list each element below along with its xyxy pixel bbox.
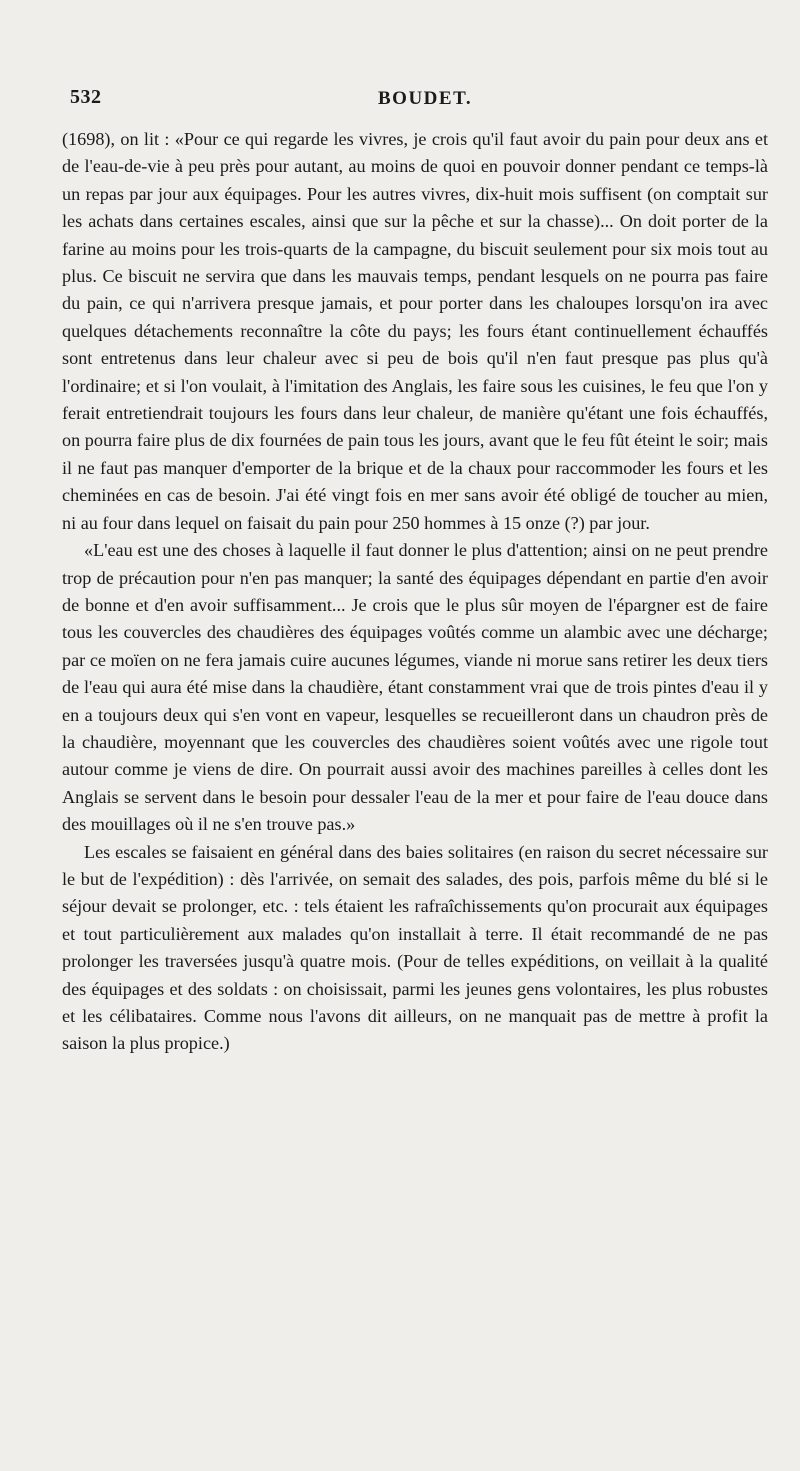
- page-header: [70, 86, 770, 120]
- paragraph-quote-vivres: (1698), on lit : «Pour ce qui regarde les vivres, je crois qu'il faut avoir du pain pour deux ans et de l'eau-de-vie à peu près pour autant, au moins de quoi en pouvoir donner pendant ce temps-là un repas par jour aux équipages. Pour les autres vivres, dix-huit mois suffisent (on comptait sur les achats dans certaines escales, ainsi que sur la pêche et sur la chasse)... On doit porter de la farine au moins pour les trois-quarts de la campagne, du biscuit seulement pour six mois tout au plus. Ce biscuit ne servira que dans les mauvais temps, pendant lesquels on ne pourra pas faire du pain, ce qui n'arrivera presque jamais, et pour porter dans les chaloupes lorsqu'on ira avec quelques détachements reconnaître la côte du pays; les fours étant continuellement échauffés sont entretenus dans leur chaleur avec si peu de bois qu'il n'en faut presque pas plus qu'à l'ordinaire; et si l'on voulait, à l'imitation des Anglais, les faire sous les cuisines, le feu que l'on y ferait entretiendrait toujours les fours dans leur chaleur, de manière qu'étant une fois échauffés, on pourra faire plus de dix fournées de pain tous les jours, avant que le feu fût éteint le soir; mais il ne faut pas manquer d'emporter de la brique et de la chaux pour raccommoder les fours et les cheminées en cas de besoin. J'ai été vingt fois en mer sans avoir été obligé de toucher au mien, ni au four dans lequel on faisait du pain pour 250 hommes à 15 onze (?) par jour.: [62, 129, 768, 533]
- running-head: BOUDET.: [378, 88, 473, 109]
- paragraph-escales: Les escales se faisaient en général dans des baies solitaires (en raison du secret nécessaire sur le but de l'expédition) : dès l'arrivée, on semait des salades, des pois, parfois même du blé si le séjour devait se prolonger, etc. : tels étaient les rafraîchissements qu'on procurait aux équipages et tout particulièrement aux malades qu'on installait à terre. Il était recommandé de ne pas prolonger les traversées jusqu'à quatre mois. (Pour de telles expéditions, on veillait à la qualité des équipages et des soldats : on choisissait, parmi les jeunes gens volontaires, les plus robustes et les célibataires. Comme nous l'avons dit ailleurs, on ne manquait pas de mettre à profit la saison la plus propice.): [62, 841, 768, 1054]
- body-text: [62, 126, 768, 1058]
- paragraph-quote-eau: «L'eau est une des choses à laquelle il faut donner le plus d'attention; ainsi on ne peut prendre trop de précaution pour n'en pas manquer; la santé des équipages dépendant en partie d'en avoir de bonne et d'en avoir suffisamment... Je crois que le plus sûr moyen de l'épargner est de faire tous les couvercles des chaudières des équipages voûtés comme un alambic avec une décharge; par ce moïen on ne fera jamais cuire aucunes légumes, viande ni morue sans retirer les deux tiers de l'eau qui aura été mise dans la chaudière, étant constamment vrai que de trois pintes d'eau il y en a toujours deux qui s'en vont en vapeur, lesquelles se recueilleront dans un chaudron près de la chaudière, moyennant que les couvercles des chaudières soient voûtés avec une rigole tout autour comme je viens de dire. On pourrait aussi avoir des machines pareilles à celles dont les Anglais se servent dans le besoin pour dessaler l'eau de la mer et pour faire de l'eau douce dans des mouillages où il ne s'en trouve pas.»: [62, 540, 768, 835]
- page-number: 532: [70, 86, 102, 108]
